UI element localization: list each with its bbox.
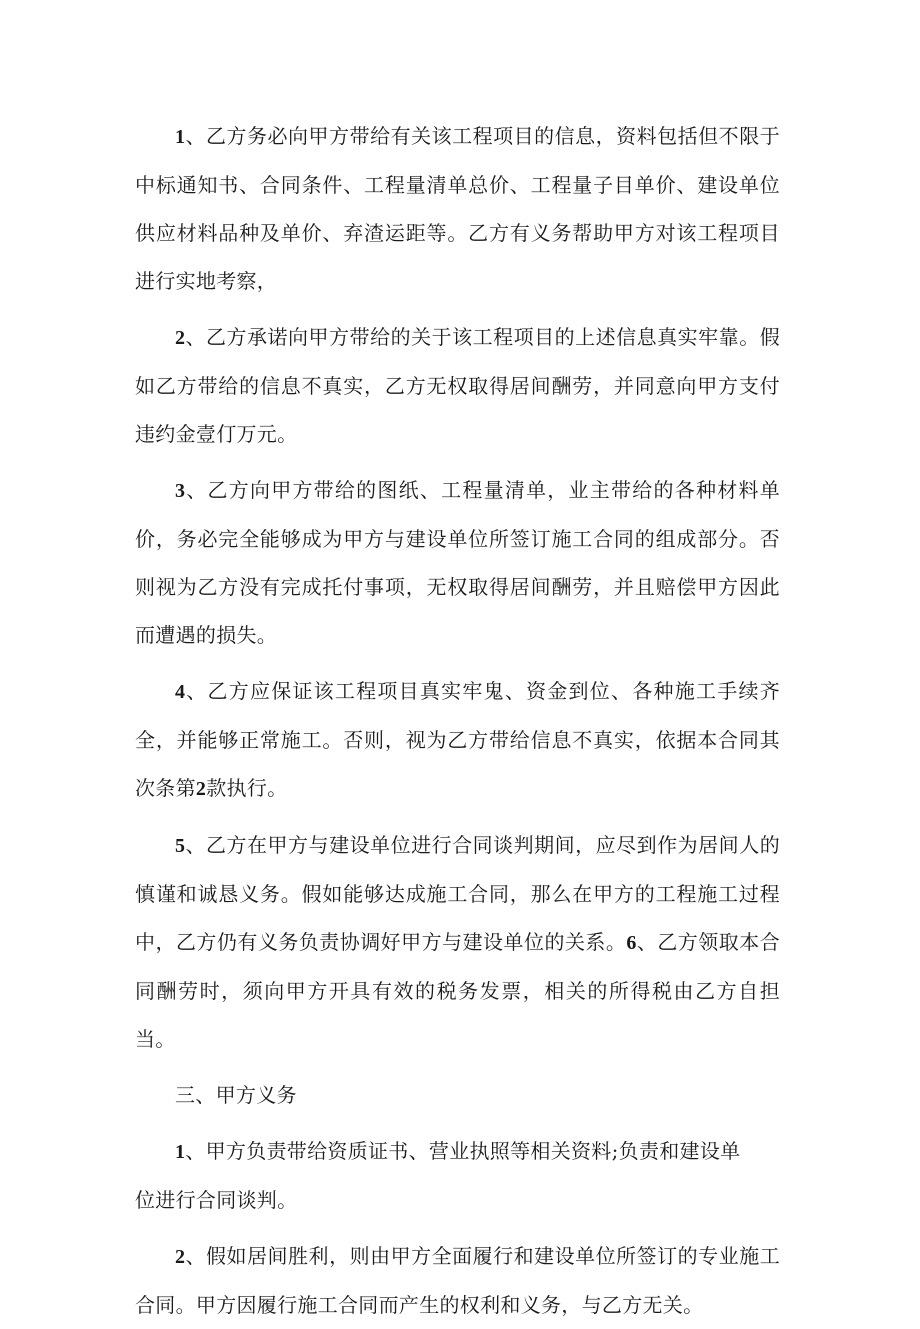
paragraph-number: 3 [175,480,186,502]
paragraph-text-after: 、乙方领取本合同酬劳时，须向甲方开具有效的税务发票，相关的所得税由乙方自担当。 [135,930,781,1051]
paragraph-number: 4 [175,681,186,703]
paragraph-2 [135,313,780,458]
paragraph-4 [135,667,780,813]
paragraph-number: 1 [175,126,186,148]
section-heading [135,1071,780,1119]
paragraph-number: 2 [175,1246,186,1268]
paragraph-text: 、假如居间胜利，则由甲方全面履行和建设单位所签订的专业施工合同。甲方因履行施工合同而产生的权利和义务，与乙方无关。 [135,1244,780,1317]
paragraph-text: 、乙方在甲方与建设单位进行合同谈判期间，应尽到作为居间人的慎谨和诚恳义务。假如能够达成施工合同，那么在甲方的工程施工过程中，乙方仍有义务负责协调好甲方与建设单位的关系。 [135,833,780,954]
paragraph-text: 、乙方向甲方带给的图纸、工程量清单，业主带给的各种材料单价，务必完全能够成为甲方与建设单位所签订施工合同的组成部分。否则视为乙方没有完成托付事项，无权取得居间酬劳，并且赔偿甲方因此而遭遇的损失。 [135,478,780,647]
inline-number: 2 [195,778,207,800]
paragraph-7 [135,1232,780,1329]
paragraph-number: 5 [175,835,186,857]
paragraph-number: 2 [175,327,186,349]
paragraph-3 [135,466,780,659]
paragraph-1 [135,112,780,305]
paragraph-5 [135,821,780,1063]
heading-text: 三、甲方义务 [175,1083,297,1107]
paragraph-6 [135,1127,780,1224]
paragraph-text-line2: 位进行合同谈判。 [135,1188,298,1212]
paragraph-text: 、乙方应保证该工程项目真实牢鬼、资金到位、各种施工手续齐全，并能够正常施工。否则，视为乙方带给信息不真实，依据本合同其次条第 [135,679,780,800]
paragraph-text: 、乙方承诺向甲方带给的关于该工程项目的上述信息真实牢靠。假如乙方带给的信息不真实，乙方无权取得居间酬劳，并同意向甲方支付违约金壹仃万元。 [135,325,780,446]
paragraph-number: 1 [175,1141,186,1163]
paragraph-text-after: 款执行。 [206,776,288,800]
inline-number: 6 [626,932,637,954]
paragraph-text: 、甲方负责带给资质证书、营业执照等相关资料;负责和建设单 [185,1139,741,1163]
document-body [135,112,780,1329]
paragraph-text: 、乙方务必向甲方带给有关该工程项目的信息，资料包括但不限于中标通知书、合同条件、工程量清单总价、工程量子目单价、建设单位供应材料品种及单价、弃渣运距等。乙方有义务帮助甲方对该工程项目进行实地考察， [135,124,780,293]
